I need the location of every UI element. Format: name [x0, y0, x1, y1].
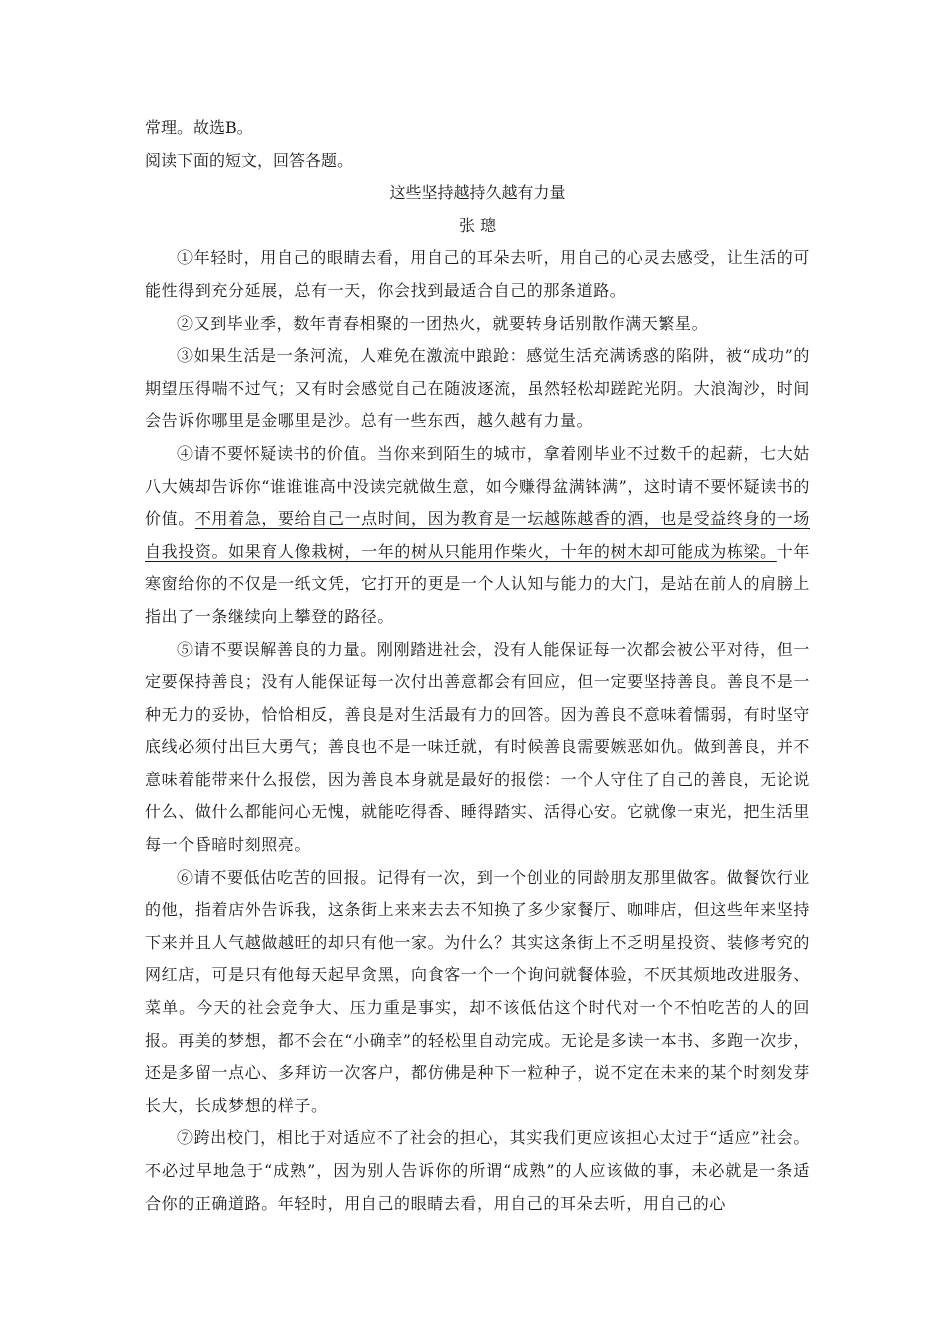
article-title: 这些坚持越持久越有力量: [389, 183, 566, 203]
paragraph-4-tail: 十年寒窗给你的不仅是一纸文凭，它打开的更是一个人认知与能力的大门，是站在前人的肩膀上指出了一条继续向上攀登的路径。: [145, 541, 810, 626]
paragraph-1: ①年轻时，用自己的眼睛去看，用自己的耳朵去听，用自己的心灵去感受，让生活的可能性得到充分延展，总有一天，你会找到最适合自己的那条道路。: [145, 248, 810, 300]
paragraph-5: ⑤请不要误解善良的力量。刚刚踏进社会，没有人能保证每一次都会被公平对待，但一定要保持善良；没有人能保证每一次付出善意都会有回应，但一定要坚持善良。善良不是一种无力的妥协，恰恰相反，善良是对生活最有力的回答。因为善良不意味着懦弱，有时坚守底线必须付出巨大勇气；善良也不是一味迁就，有时候善良需要嫉恶如仇。做到善良，并不意味着能带来什么报偿，因为善良本身就是最好的报偿：一个人守住了自己的善良，无论说什么、做什么都能问心无愧，就能吃得香、睡得踏实、活得心安。它就像一束光，把生活里每一个昏暗时刻照亮。: [145, 639, 810, 855]
reading-instruction: 阅读下面的短文，回答各题。: [145, 150, 354, 170]
paragraph-4-lead: ④请不要怀疑读书的价值。当你来到陌生的城市，拿着刚毕业不过数千的起薪，七大姑八大姨却告诉你“谁谁谁高中没读完就做生意，如今赚得盆满钵满”，这时请不要怀疑读书的价值。: [145, 443, 810, 529]
document-page: [145, 112, 810, 1220]
paragraph-6: ⑥请不要低估吃苦的回报。记得有一次，到一个创业的同龄朋友那里做客。做餐饮行业的他，指着店外告诉我，这条街上来来去去不知换了多少家餐厅、咖啡店，但这些年来坚持下来并且人气越做越旺的却只有他一家。为什么？其实这条街上不乏明星投资、装修考究的网红店，可是只有他每天起早贪黑，向食客一个一个询问就餐体验，不厌其烦地改进服务、菜单。今天的社会竞争大、压力重是事实，却不该低估这个时代对一个不怕吃苦的人的回报。再美的梦想，都不会在“小确幸”的轻松里自动完成。无论是多读一本书、多跑一次步，还是多留一点心、多拜访一次客户，都仿佛是种下一粒种子，说不定在未来的某个时刻发芽长大，长成梦想的样子。: [145, 867, 810, 1115]
paragraph-2: ②又到毕业季，数年青春相聚的一团热火，就要转身话别散作满天繁星。: [177, 313, 709, 333]
previous-answer-tail: 常理。故选B。: [145, 118, 253, 137]
paragraph-3: ③如果生活是一条河流，人难免在激流中踉跄：感觉生活充满诱惑的陷阱，被“成功”的期望压得喘不过气；又有时会感觉自己在随波逐流，虽然轻松却蹉跎光阴。大浪淘沙，时间会告诉你哪里是金哪里是沙。总有一些东西，越久越有力量。: [145, 346, 810, 431]
article-author: 张 璁: [458, 215, 497, 235]
paragraph-4-underlined-sentence: 不用着急，要给自己一点时间，因为教育是一坛越陈越香的酒，也是受益终身的一场自我投资。如果育人像栽树，一年的树从只能用作柴火，十年的树木却可能成为栋梁。: [145, 509, 811, 561]
paragraph-7: ⑦跨出校门，相比于对适应不了社会的担心，其实我们更应该担心太过于“适应”社会。 不必过早地急于“成熟”，因为别人告诉你的所谓“成熟”的人应该做的事，未必就是一条适合你的正确道路。年轻时，用自己的眼睛去看，用自己的耳朵去听，用自己的心: [145, 1128, 810, 1213]
paragraph-4: [145, 438, 810, 634]
